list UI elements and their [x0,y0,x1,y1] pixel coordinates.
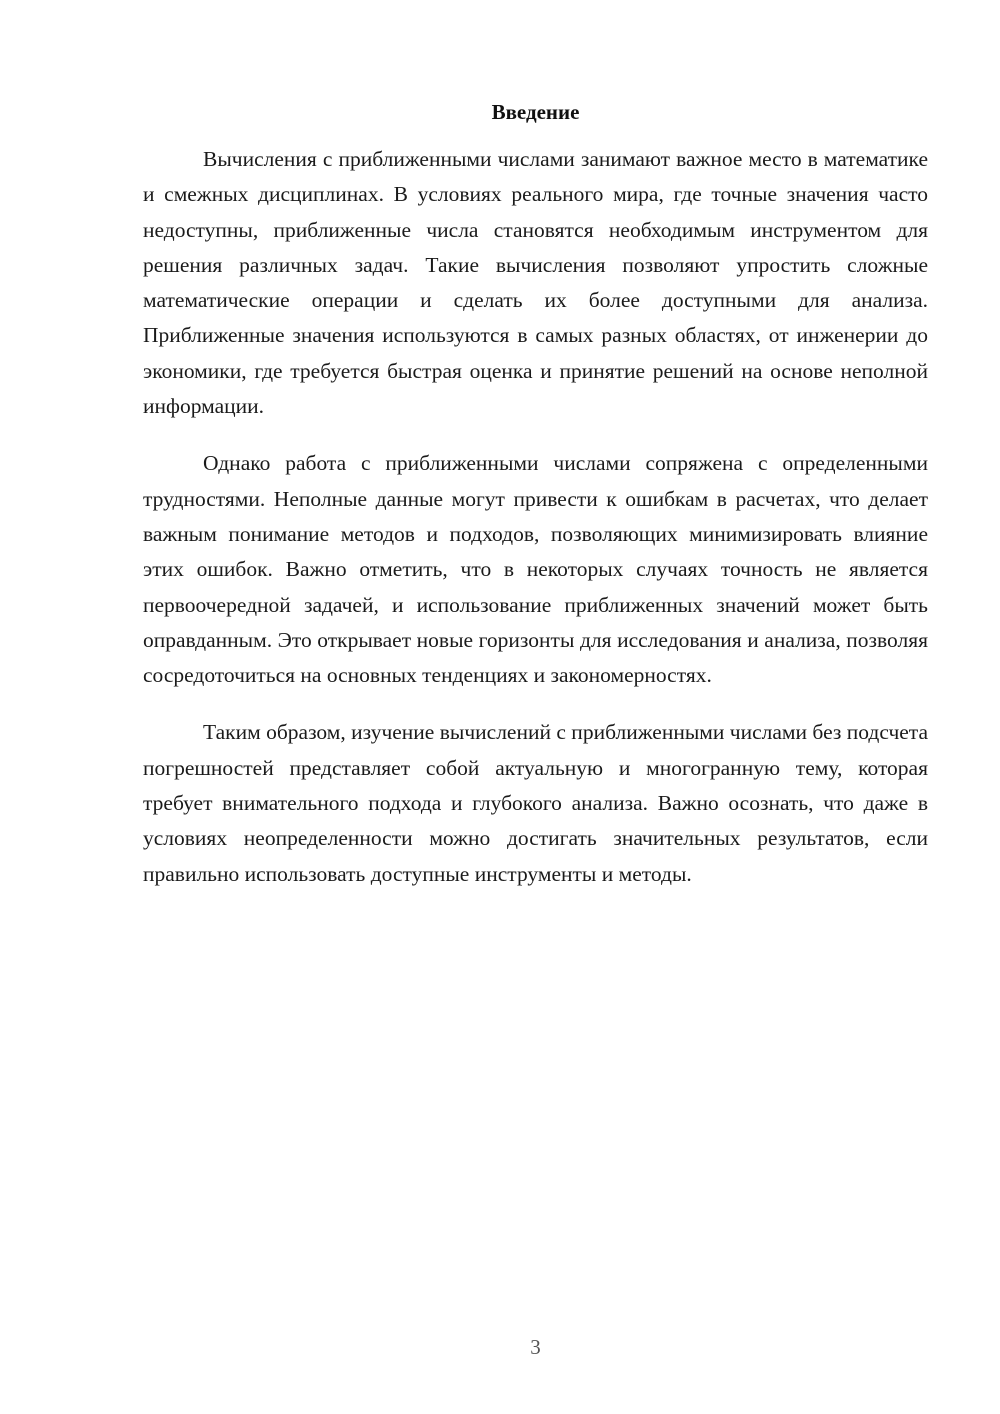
body-text [143,142,928,914]
section-heading: Введение [491,100,580,124]
paragraph-3: Таким образом, изучение вычислений с приближенными числами без подсчета погрешностей представляет собой актуальную и многогранную тему, которая требует внимательного подхода и глубокого анализа. Важно осознать, что даже в условиях неопределенности можно достигать значительных результатов, если правильно использовать доступные инструменты и методы. [143,720,928,886]
paragraph-2: Однако работа с приближенными числами сопряжена с определенными трудностями. Неполные данные могут привести к ошибкам в расчетах, что делает важным понимание методов и подходов, позволяющих минимизировать влияние этих ошибок. Важно отметить, что в некоторых случаях точность не является первоочередной задачей, и использование приближенных значений может быть оправданным. Это открывает новые горизонты для исследования и анализа, позволяя сосредоточиться на основных тенденциях и закономерностях. [143,451,928,688]
paragraph-1: Вычисления с приближенными числами занимают важное место в математике и смежных дисциплинах. В условиях реального мира, где точные значения часто недоступны, приближенные числа становятся необходимым инструментом для решения различных задач. Такие вычисления позволяют упростить сложные математические операции и сделать их более доступными для анализа. Приближенные значения используются в самых разных областях, от инженерии до экономики, где требуется быстрая оценка и принятие решений на основе неполной информации. [143,147,928,419]
page-number: 3 [530,1335,541,1359]
